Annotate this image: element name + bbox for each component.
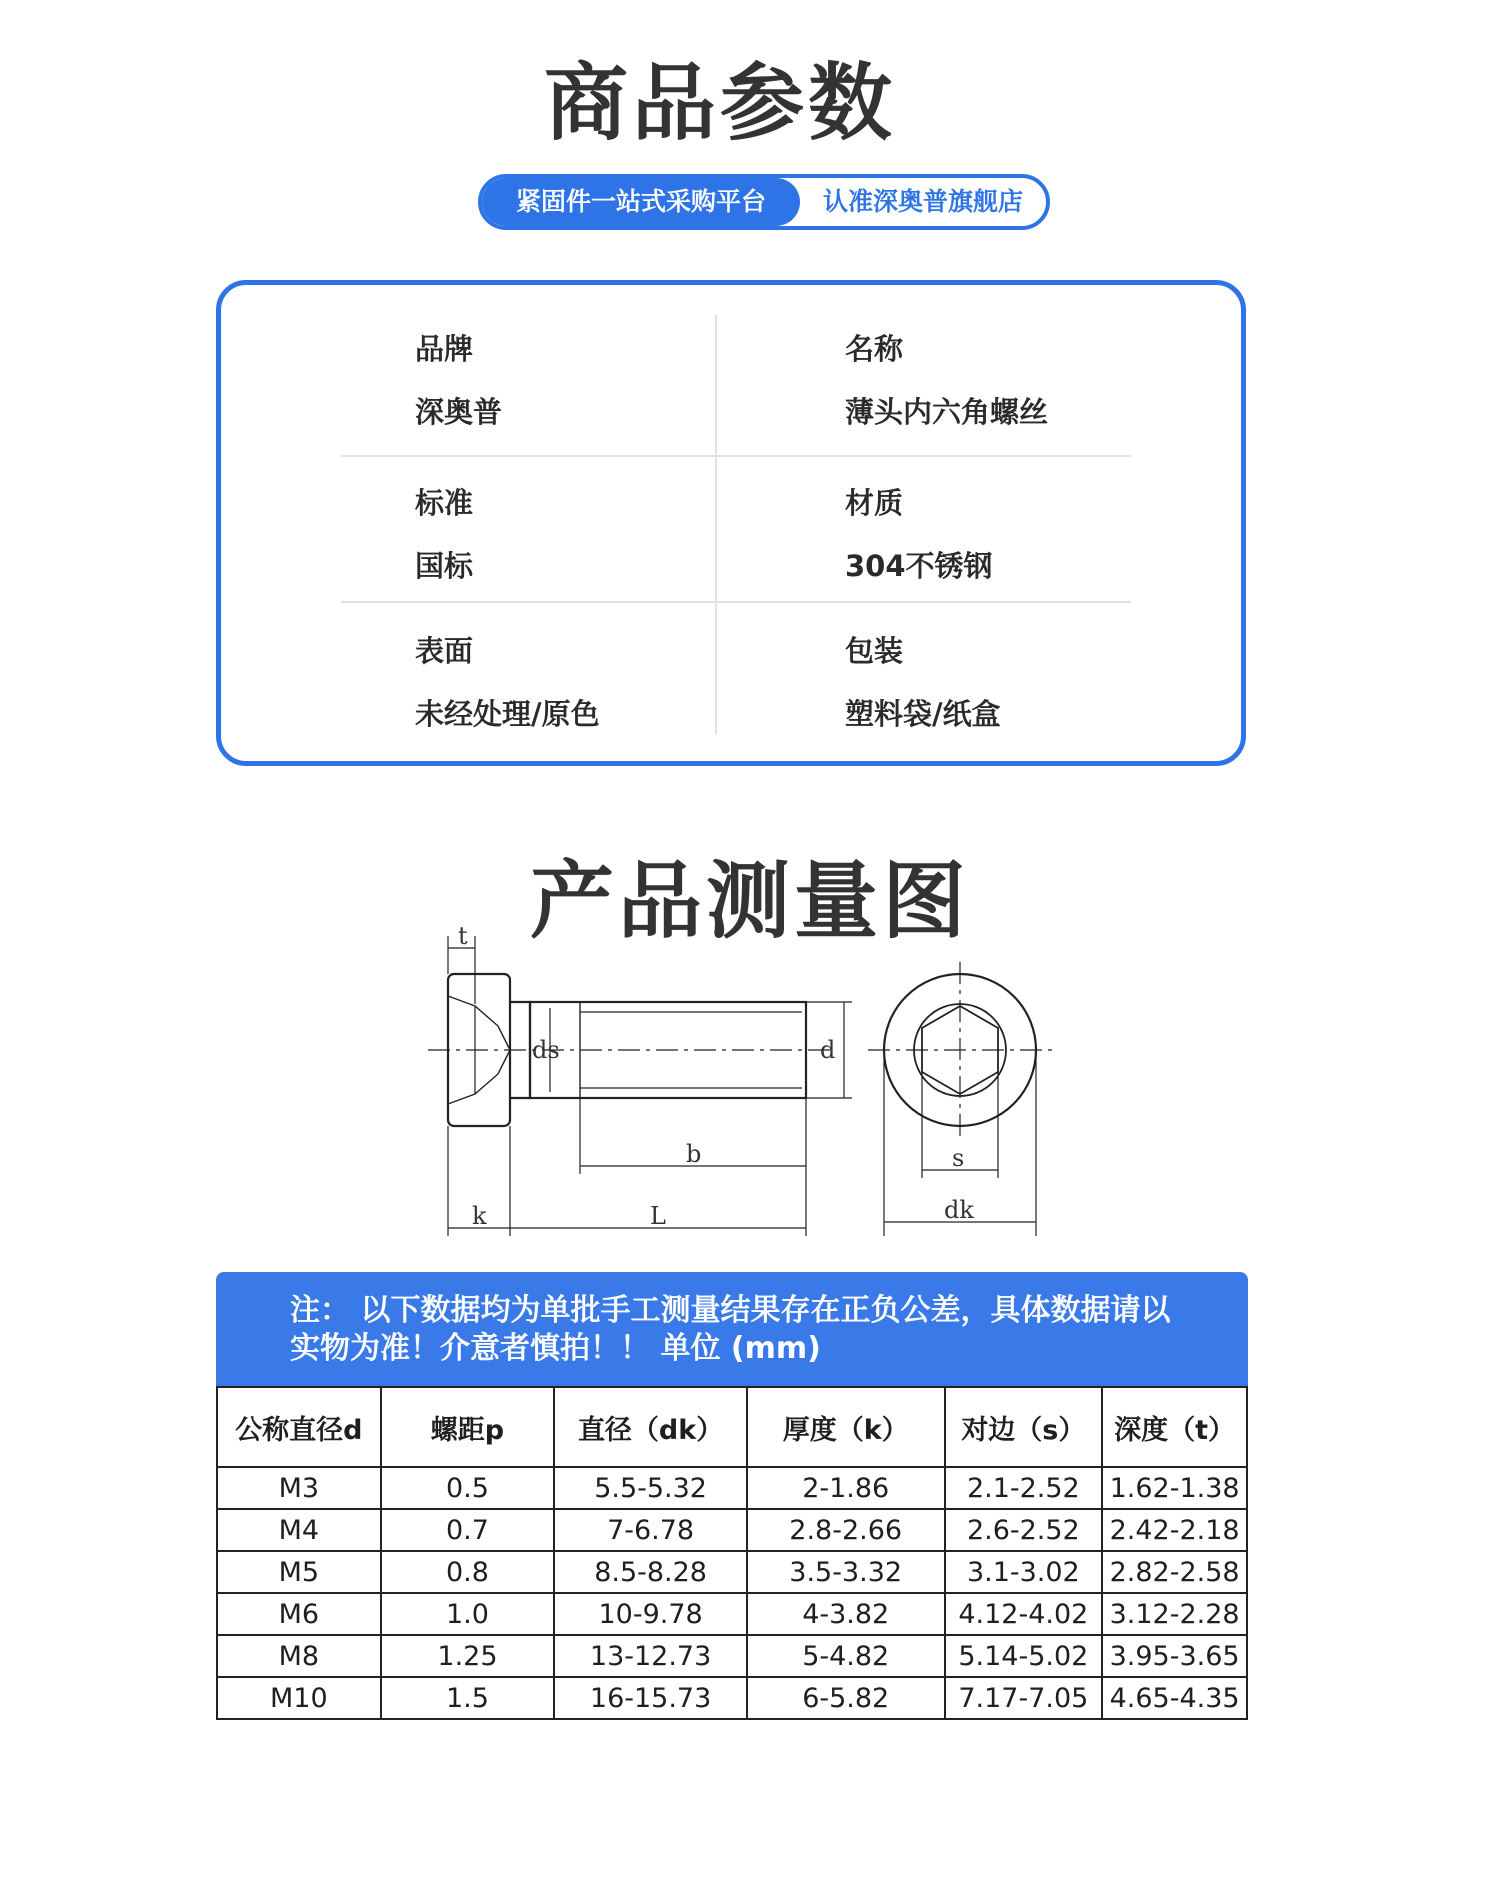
table-note [216,1272,1248,1386]
spec-key: 名称 [845,332,904,366]
table-row [217,1467,1247,1509]
table-cell: 1.5 [381,1677,555,1719]
header-socket-depth: 深度（t） [1102,1387,1247,1467]
spec-surface [415,629,600,733]
spec-key: 包装 [845,634,904,668]
table-row [217,1551,1247,1593]
spec-key: 表面 [415,634,474,668]
card-vertical-divider [715,315,717,735]
spec-value: 未经处理/原色 [415,697,600,731]
spec-standard [415,481,473,585]
label-k: k [472,1202,487,1230]
table-cell: M10 [217,1677,381,1719]
table-row [217,1635,1247,1677]
label-ds: ds [532,1036,560,1064]
spec-key: 品牌 [415,332,474,366]
header-pitch: 螺距p [381,1387,555,1467]
table-row [217,1509,1247,1551]
slogan-right: 认准深奥普旗舰店 [822,187,1023,216]
spec-key: 标准 [415,486,474,520]
spec-key: 材质 [845,486,904,520]
table-cell: 3.5-3.32 [747,1551,945,1593]
spec-value: 304不锈钢 [845,549,993,583]
table-cell: 1.25 [381,1635,555,1677]
table-cell: 3.95-3.65 [1102,1635,1247,1677]
table-cell: 13-12.73 [554,1635,747,1677]
label-s: s [952,1144,965,1172]
spec-packaging [845,629,1001,733]
table-cell: 1.0 [381,1593,555,1635]
spec-value: 薄头内六角螺丝 [845,395,1049,429]
table-cell: 2.1-2.52 [945,1467,1103,1509]
label-L: L [650,1202,666,1230]
screw-measure-drawing [420,926,1140,1256]
table-cell: 7.17-7.05 [945,1677,1103,1719]
table-cell: M8 [217,1635,381,1677]
note-line-1: 注： 以下数据均为单批手工测量结果存在正负公差，具体数据请以 [290,1293,1171,1328]
table-cell: M5 [217,1551,381,1593]
table-cell: 16-15.73 [554,1677,747,1719]
table-cell: 2-1.86 [747,1467,945,1509]
table-cell: 2.8-2.66 [747,1509,945,1551]
screw-top-view [868,962,1052,1236]
table-cell: 8.5-8.28 [554,1551,747,1593]
table-cell: 0.5 [381,1467,555,1509]
spec-value: 国标 [415,549,474,583]
measure-title: 产品测量图 [529,852,970,950]
spec-brand [415,327,502,431]
screw-side-view [428,936,852,1236]
header-head-thickness: 厚度（k） [747,1387,945,1467]
label-d: d [820,1036,836,1064]
spec-material [845,481,993,585]
table-header-row [217,1387,1247,1467]
table-cell: M3 [217,1467,381,1509]
table-cell: 6-5.82 [747,1677,945,1719]
table-cell: 0.8 [381,1551,555,1593]
table-cell: 4.12-4.02 [945,1593,1103,1635]
label-b: b [686,1140,702,1168]
spec-name [845,327,1048,431]
label-t: t [458,926,468,950]
table-cell: 0.7 [381,1509,555,1551]
spec-value: 深奥普 [415,395,503,429]
table-row [217,1677,1247,1719]
table-cell: 2.42-2.18 [1102,1509,1247,1551]
table-cell: 1.62-1.38 [1102,1467,1247,1509]
table-cell: 5-4.82 [747,1635,945,1677]
header-nominal-diameter: 公称直径d [217,1387,381,1467]
table-cell: 2.82-2.58 [1102,1551,1247,1593]
dimension-table [216,1386,1248,1720]
header-across-flats: 对边（s） [945,1387,1103,1467]
slogan-pill [478,174,1050,230]
note-line-2: 实物为准！介意者慎拍！！ 单位 (mm) [290,1331,821,1366]
spec-value: 塑料袋/纸盒 [845,697,1001,731]
header-head-diameter: 直径（dk） [554,1387,747,1467]
table-cell: M6 [217,1593,381,1635]
table-cell: 10-9.78 [554,1593,747,1635]
card-divider-1 [341,455,1131,457]
params-title: 商品参数 [543,54,896,152]
table-cell: 3.1-3.02 [945,1551,1103,1593]
slogan-left: 紧固件一站式采购平台 [482,178,800,226]
table-cell: 5.14-5.02 [945,1635,1103,1677]
table-cell: 3.12-2.28 [1102,1593,1247,1635]
card-divider-2 [341,601,1131,603]
table-cell: 4-3.82 [747,1593,945,1635]
label-dk: dk [944,1196,974,1224]
table-cell: 7-6.78 [554,1509,747,1551]
table-cell: 4.65-4.35 [1102,1677,1247,1719]
table-cell: M4 [217,1509,381,1551]
table-cell: 2.6-2.52 [945,1509,1103,1551]
specs-card [216,280,1246,766]
table-cell: 5.5-5.32 [554,1467,747,1509]
table-row [217,1593,1247,1635]
